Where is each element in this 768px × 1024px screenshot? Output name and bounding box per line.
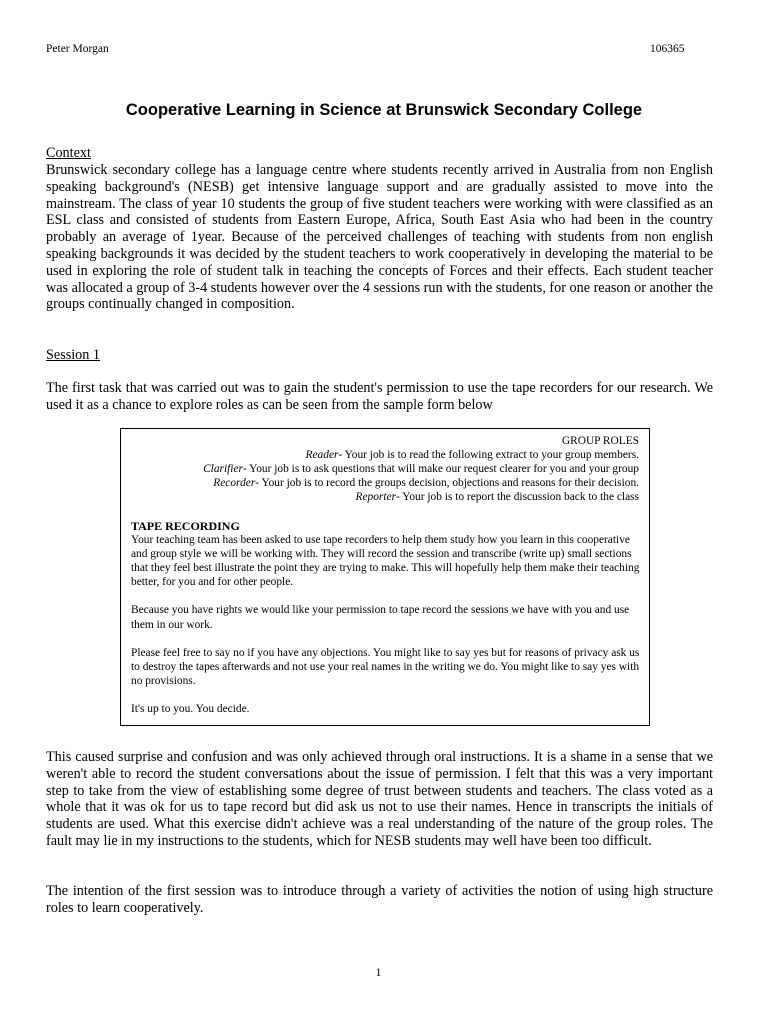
context-paragraph bbox=[46, 162, 713, 313]
context-text: Brunswick secondary college has a language centre where students recently arrived in Australia from non English speaking background's (NESB) get intensive language support and are gradually assisted to move into the mainstream. The class of year 10 students the group of five student teachers were working with were classified as an ESL class and consisted of students from Eastern Europe, Africa, South East Asia who had been in the country probably an average of 1year. Because of the perceived challenges of teaching with students from non english speaking backgrounds it was decided by the student teachers to work cooperatively in developing the material to be used in exploring the role of student talk in teaching the concepts of Forces and their effects. Each student teacher was allocated a group of 3-4 students however over the 4 sessions run with the students, for one reason or another the groups continually changed in composition. bbox=[46, 162, 713, 313]
role-reader: Reader- Your job is to read the following extract to your group members. bbox=[305, 449, 639, 462]
form-paragraph: Because you have rights we would like your permission to tape record the sessions we have with you and use them in our work. bbox=[131, 604, 630, 631]
form-paragraph: Please feel free to say no if you have any objections. You might like to say yes but for reasons of privacy ask us to destroy the tapes afterwards and not use your real names in the writing we do. You might like to say yes with no provisions. bbox=[131, 646, 640, 687]
page-number: 1 bbox=[375, 967, 382, 979]
role-reporter: Reporter- Your job is to report the discussion back to the class bbox=[355, 491, 639, 504]
session1-heading: Session 1 bbox=[46, 347, 100, 363]
reflection-text: This caused surprise and confusion and was only achieved through oral instructions. It is a shame in a sense that we weren't able to record the student conversations about the issue of permission. I felt that this was a very important step to take from the view of establishing some degree of trust between students and teachers. The class voted as a whole that it was ok for us to tape record but did ask us not to use their names. Hence in transcripts the initials of students are used. What this exercise didn't achieve was a real understanding of the nature of the group roles. The fault may lie in my instructions to the students, which for NESB students may well have been too difficult. bbox=[46, 749, 713, 849]
author-name: Peter Morgan bbox=[46, 43, 109, 55]
tape-recording-section bbox=[131, 519, 643, 730]
intention-text: The intention of the first session was to introduce through a variety of activities the notion of using high structure roles to learn cooperatively. bbox=[46, 883, 713, 916]
context-heading: Context bbox=[46, 145, 91, 161]
permission-form-box bbox=[120, 428, 650, 726]
role-clarifier: Clarifier- Your job is to ask questions that will make our request clearer for you and your group bbox=[203, 463, 639, 476]
group-roles-title: GROUP ROLES bbox=[561, 435, 639, 447]
intention-paragraph bbox=[46, 883, 713, 917]
role-recorder: Recorder- Your job is to record the groups decision, objections and reasons for their decision. bbox=[213, 477, 639, 490]
group-roles-list bbox=[203, 434, 639, 504]
session1-intro-paragraph bbox=[46, 380, 713, 414]
session1-intro-text: The first task that was carried out was to gain the student's permission to use the tape recorders for our research. We used it as a chance to explore roles as can be seen from the sample form below bbox=[46, 380, 713, 413]
student-id: 106365 bbox=[650, 43, 685, 55]
form-paragraph: It's up to you. You decide. bbox=[131, 702, 250, 715]
document-title: Cooperative Learning in Science at Brunswick Secondary College bbox=[125, 101, 643, 119]
reflection-paragraph bbox=[46, 749, 713, 850]
form-paragraph: Your teaching team has been asked to use tape recorders to help them study how you learn in this cooperative and group style we will be working with. They will record the session and transcribe (write up) small sections that they feel best illustrate the point they are trying to make. This will hopefully help them make their teaching better, for you and for other people. bbox=[131, 534, 640, 589]
tape-recording-title: TAPE RECORDING bbox=[131, 519, 240, 533]
